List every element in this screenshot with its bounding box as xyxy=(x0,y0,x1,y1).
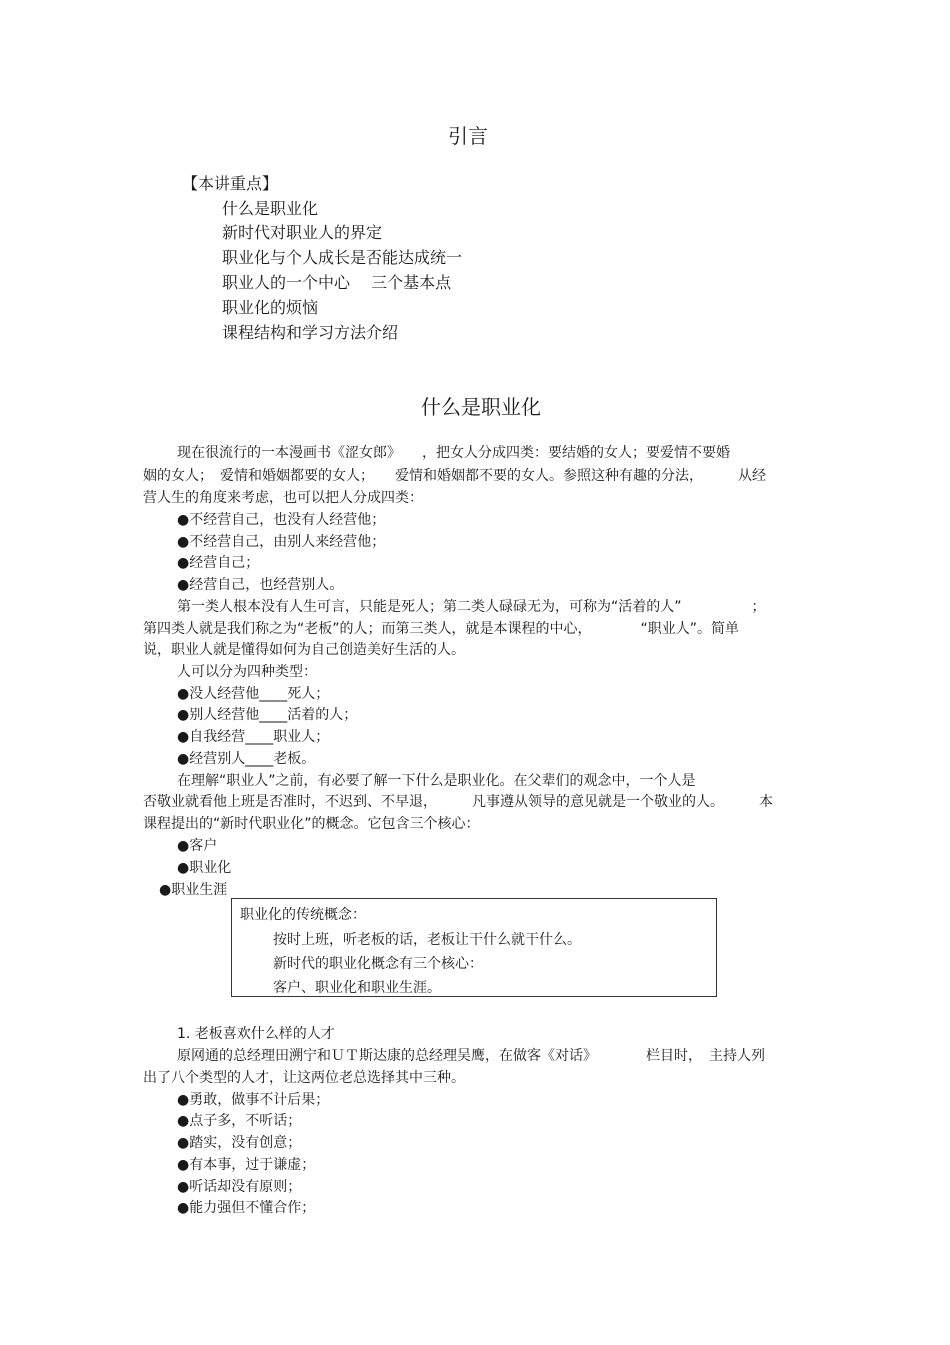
list-item: ●别人经营他____活着的人； xyxy=(177,707,358,723)
paragraph-line: 人可以分为四种类型： xyxy=(177,664,317,680)
paragraph-line: 第四类人就是我们称之为“老板”的人；而第三类人，就是本课程的中心， “职业人”。简单 xyxy=(143,621,740,637)
section-title: 什么是职业化 xyxy=(421,395,541,419)
box-line: 新时代的职业化概念有三个核心： xyxy=(273,956,483,972)
paragraph-line: 原网通的总经理田溯宁和ＵＴ斯达康的总经理吴鹰，在做客《对话》 栏目时， 主持人列 xyxy=(177,1048,765,1064)
paragraph-line: 说，职业人就是懂得如何为自己创造美好生活的人。 xyxy=(143,642,465,658)
key-point-item: 职业化的烦恼 xyxy=(222,298,319,317)
list-item: ●经营别人____老板。 xyxy=(177,751,316,767)
key-point-item: 课程结构和学习方法介绍 xyxy=(222,323,399,342)
paragraph-line: 姻的女人； 爱情和婚姻都要的女人； 爱情和婚姻都不要的女人。参照这种有趣的分法， 从经 xyxy=(143,468,766,484)
list-item: ●经营自己，也经营别人。 xyxy=(177,577,344,593)
list-item: ●听话却没有原则； xyxy=(177,1179,302,1195)
list-item: ●能力强但不懂合作； xyxy=(177,1200,316,1216)
list-item: ●有本事，过于谦虚； xyxy=(177,1157,316,1173)
key-point-item: 新时代对职业人的界定 xyxy=(222,223,383,242)
list-item: ●职业化 xyxy=(177,860,232,876)
list-item: ●没人经营他____死人； xyxy=(177,686,330,702)
paragraph-line: 营人生的角度来考虑，也可以把人分成四类： xyxy=(143,490,423,506)
box-line: 客户、职业化和职业生涯。 xyxy=(273,980,441,996)
list-item: ●职业生涯 xyxy=(159,882,228,898)
box-line: 按时上班，听老板的话，老板让干什么就干什么。 xyxy=(273,932,581,948)
subsection-title: 1. 老板喜欢什么样的人才 xyxy=(177,1026,335,1042)
concept-box xyxy=(231,898,717,997)
list-item: ●点子多，不听话； xyxy=(177,1113,302,1129)
key-point-item: 职业化与个人成长是否能达成统一 xyxy=(222,248,463,267)
key-point-item: 什么是职业化 xyxy=(222,199,319,218)
page-title: 引言 xyxy=(448,124,488,148)
paragraph-line: 现在很流行的一本漫画书《涩女郎》 ，把女人分成四类：要结婚的女人；要爱情不要婚 xyxy=(177,445,730,461)
list-item: ●客户 xyxy=(177,838,218,854)
list-item: ●经营自己； xyxy=(177,555,260,571)
paragraph-line: 在理解“职业人”之前，有必要了解一下什么是职业化。在父辈们的观念中，一个人是 xyxy=(177,773,696,789)
list-item: ●不经营自己，由别人来经营他； xyxy=(177,534,386,550)
paragraph-line: 第一类人根本没有人生可言，只能是死人；第二类人碌碌无为，可称为“活着的人” ； xyxy=(177,599,766,615)
paragraph-line: 课程提出的“新时代职业化”的概念。它包含三个核心： xyxy=(143,816,480,832)
paragraph-line: 出了八个类型的人才，让这两位老总选择其中三种。 xyxy=(143,1070,465,1086)
key-point-item: 职业人的一个中心 三个基本点 xyxy=(222,273,452,292)
paragraph-line: 否敬业就看他上班是否准时，不迟到、不早退， 凡事遵从领导的意见就是一个敬业的人。 本 xyxy=(143,794,773,810)
key-points-heading: 【本讲重点】 xyxy=(182,174,279,193)
list-item: ●不经营自己，也没有人经营他； xyxy=(177,512,386,528)
box-line: 职业化的传统概念： xyxy=(240,907,366,923)
list-item: ●踏实，没有创意； xyxy=(177,1135,302,1151)
list-item: ●勇敢，做事不计后果； xyxy=(177,1092,330,1108)
list-item: ●自我经营____职业人； xyxy=(177,729,330,745)
